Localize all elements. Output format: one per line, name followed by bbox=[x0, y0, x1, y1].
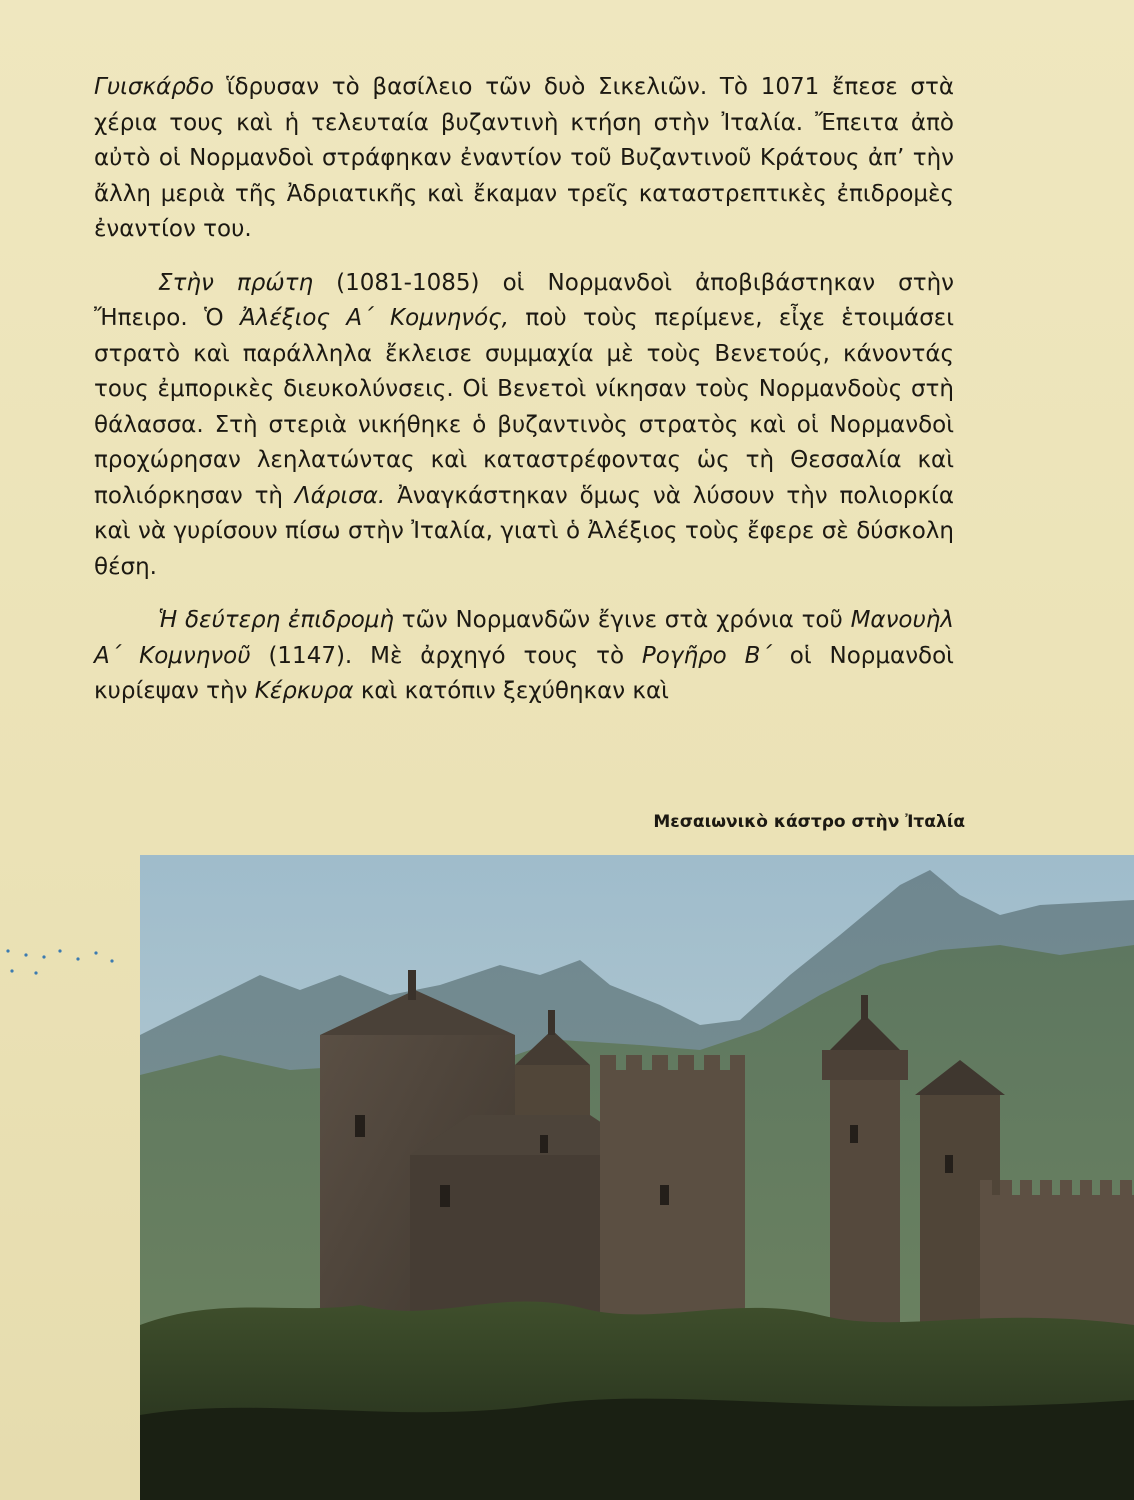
italic-place: Κέρκυρα bbox=[254, 678, 354, 704]
italic-term: Ἡ δεύτερη ἐπιδρομὴ bbox=[158, 607, 394, 633]
paragraph-text: οἱ Νορμανδοὶ κυρίεψαν τὴν bbox=[94, 642, 954, 704]
paragraph-text: Ἀναγκάστηκαν ὅμως νὰ λύσουν τὴν πολιορκία καὶ νὰ γυρίσουν πίσω στὴν Ἰταλία, γιατὶ ὁ Ἀλέξιος τοὺς ἔφερε σὲ δύσκολη θέση. bbox=[94, 482, 954, 580]
castle-illustration bbox=[140, 855, 1134, 1500]
castle-photo bbox=[140, 855, 1134, 1500]
paragraph-text: τῶν Νορμανδῶν ἔγινε στὰ χρόνια τοῦ bbox=[401, 607, 843, 633]
paragraph-3 bbox=[94, 603, 954, 710]
photo-caption: Μεσαιωνικὸ κάστρο στὴν Ἰταλία bbox=[653, 812, 965, 832]
italic-name: Ἀλέξιος Α΄ Κομνηνός, bbox=[240, 305, 509, 331]
italic-name: Ρογῆρο Β΄ bbox=[641, 642, 772, 669]
paragraph-2 bbox=[94, 266, 954, 586]
paragraph-1 bbox=[94, 70, 954, 248]
italic-term: Γυισκάρδο bbox=[94, 74, 214, 100]
italic-place: Λάρισα. bbox=[294, 482, 386, 509]
paragraph-text: καὶ κατόπιν ξεχύθηκαν καὶ bbox=[360, 678, 669, 704]
paragraph-text: (1081-1085) οἱ Νορμανδοὶ ἀποβιβάστηκαν στὴν Ἤπειρο. Ὁ bbox=[94, 269, 954, 331]
body-text bbox=[94, 70, 954, 710]
italic-name: Μανουὴλ Α΄ Κομνηνοῦ bbox=[94, 607, 954, 669]
italic-term: Στὴν πρώτη bbox=[158, 269, 314, 296]
speckle-dots bbox=[0, 945, 140, 985]
paragraph-text: ἵδρυσαν τὸ βασίλειο τῶν δυὸ Σικελιῶν. Τὸ 1071 ἔπεσε στὰ χέρια τους καὶ ἡ τελευταία βυζαντινὴ κτήση στὴν Ἰταλία. Ἔπειτα ἀπὸ αὐτὸ οἱ Νορμανδοὶ στράφηκαν ἐναντίον τοῦ Βυζαντινοῦ Κράτους ἀπ’ τὴν ἄλλη μεριὰ τῆς Ἀδριατικῆς καὶ ἔκαμαν τρεῖς καταστρεπτικὲς ἐπιδρομὲς ἐναντίον του. bbox=[94, 74, 955, 242]
paragraph-text: ποὺ τοὺς περίμενε, εἶχε ἑτοιμάσει στρατὸ καὶ παράλληλα ἔκλεισε συμμαχία μὲ τοὺς Βενετούς, κάνοντάς τους ἐμπορικὲς διευκολύνσεις. Οἱ Βενετοὶ νίκησαν τοὺς Νορμανδοὺς στὴ θάλασσα. Στὴ στεριὰ νικήθηκε ὁ βυζαντινὸς στρατὸς καὶ οἱ Νορμανδοὶ προχώρησαν λεηλατώντας καὶ καταστρέφοντας ὡς τὴ Θεσσαλία καὶ πολιόρκησαν τὴ bbox=[94, 305, 954, 509]
paragraph-text: (1147). Μὲ ἀρχηγό τους τὸ bbox=[268, 642, 625, 669]
